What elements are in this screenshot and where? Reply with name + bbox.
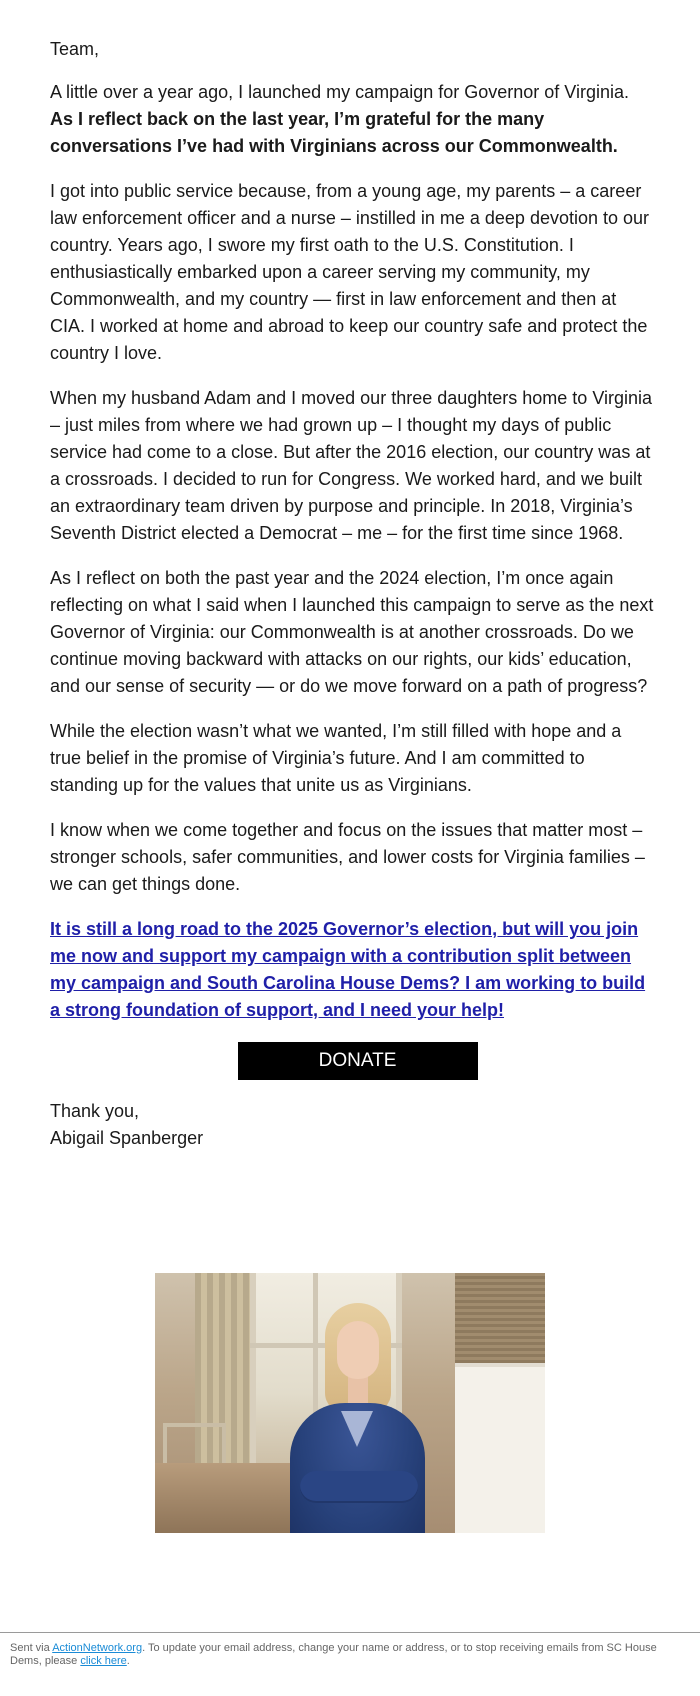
signoff-text: Thank you, [50, 1101, 140, 1121]
body-paragraph: I know when we come together and focus on the issues that matter most – stronger schools, safer communities, and lower costs for Virginia families – we can get things done. [50, 820, 645, 894]
body-paragraph: When my husband Adam and I moved our three daughters home to Virginia – just miles from where we had grown up – I thought my days of public service had come to a close. But after the 2016 election, our country was at a crossroads. I decided to run for Congress. We worked hard, and we built an extraordinary team driven by purpose and principle. In 2018, Virginia’s Seventh District elected a Democrat – me – for the first time since 1968. [50, 388, 653, 543]
actionnetwork-link[interactable]: ActionNetwork.org [52, 1642, 143, 1654]
photo-wallpaper [455, 1273, 545, 1363]
photo-crossed-arms [300, 1471, 418, 1503]
email-footer [10, 1642, 670, 1668]
body-paragraph: While the election wasn’t what we wanted, I’m still filled with hope and a true belief in the promise of Virginia’s future. And I am committed to standing up for the values that unite us as Virginians. [50, 721, 622, 795]
photo-wainscot [455, 1363, 545, 1533]
donate-button[interactable]: DONATE [238, 1042, 478, 1080]
footer-middle-text: . To update your email address, change your name or address, or to stop receiving emails from SC House Dems, please [10, 1642, 657, 1667]
photo-face [337, 1321, 379, 1379]
footer-prefix: Sent via [10, 1642, 53, 1654]
photo-sofa [155, 1463, 305, 1533]
contribution-cta-link[interactable]: It is still a long road to the 2025 Governor’s election, but will you join me now and support my campaign with a contribution split between my campaign and South Carolina House Dems? I am working to build a strong foundation of support, and I need your help! [50, 919, 646, 1020]
footer-divider [0, 1632, 700, 1633]
intro-paragraph [50, 79, 655, 160]
body-paragraph: I got into public service because, from a young age, my parents – a career law enforcement officer and a nurse – instilled in me a deep devotion to our country. Years ago, I swore my first oath to the U.S. Constitution. I enthusiastically embarked upon a career serving my community, my Commonwealth, and my country — first in law enforcement and then at CIA. I worked at home and abroad to keep our country safe and protect the country I love. [50, 181, 650, 363]
donate-button-container [50, 1042, 655, 1080]
intro-bold-text: As I reflect back on the last year, I’m grateful for the many conversations I’ve had with Virginians across our Commonwealth. [50, 109, 618, 156]
email-body [50, 36, 655, 1152]
body-paragraph: As I reflect on both the past year and the 2024 election, I’m once again reflecting on what I said when I launched this campaign to serve as the next Governor of Virginia: our Commonwealth is at another crossroads. Do we continue moving backward with attacks on our rights, our kids’ education, and our sense of security — or do we move forward on a path of progress? [50, 568, 654, 696]
signoff-block [50, 1098, 655, 1152]
candidate-photo [155, 1273, 545, 1533]
intro-text: A little over a year ago, I launched my campaign for Governor of Virginia. [50, 82, 629, 102]
greeting: Team, [50, 39, 100, 59]
footer-suffix: . [126, 1655, 130, 1667]
unsubscribe-link[interactable]: click here [80, 1655, 127, 1667]
signature-name: Abigail Spanberger [50, 1128, 204, 1148]
